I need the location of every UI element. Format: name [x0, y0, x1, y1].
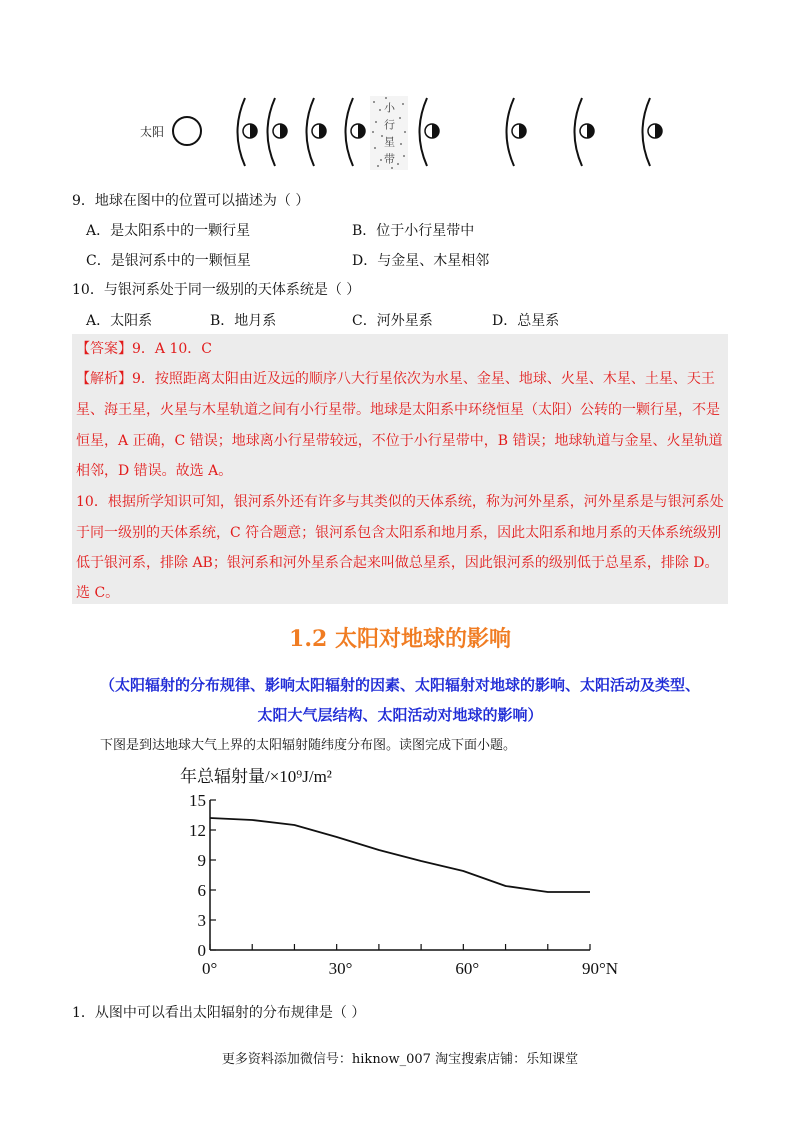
analysis-line: 于同一级别的天体系统，C 符合题意；银河系包含太阳系和地月系，因此太阳系和地月系的天体系统级别 — [76, 525, 722, 541]
answer-line: 【答案】9．A 10．C — [76, 341, 212, 357]
analysis-line: 选 C。 — [76, 585, 120, 601]
q10-option-d[interactable]: D．总星系 — [492, 313, 560, 329]
y-tick-label: 15 — [189, 791, 206, 810]
orbit-3 — [307, 98, 327, 166]
analysis-line: 10．根据所学知识可知，银河系外还有许多与其类似的天体系统，称为河外星系，河外星系是与银河系处 — [76, 494, 724, 510]
q10-option-a[interactable]: A．太阳系 — [86, 313, 153, 329]
orbit-5 — [420, 98, 440, 166]
y-tick-label: 12 — [189, 821, 206, 840]
solar-system-figure — [130, 92, 690, 172]
analysis-line: 星、海王星，火星与木星轨道之间有小行星带。地球是太阳系中环绕恒星（太阳）公转的一颗行星，不是 — [76, 402, 720, 418]
x-tick-label: 90°N — [582, 959, 619, 978]
y-tick-label: 9 — [197, 851, 206, 870]
y-tick-label: 6 — [197, 881, 206, 900]
x-tick-label: 60° — [455, 959, 480, 978]
q10-option-b[interactable]: B．地月系 — [210, 313, 277, 329]
analysis-line: 恒星，A 正确，C 错误；地球离小行星带较远，不位于小行星带中，B 错误；地球轨道与金星、火星轨道 — [76, 433, 723, 449]
orbit-8 — [643, 98, 663, 166]
footer-text: 更多资料添加微信号：hiknow_007 淘宝搜索店铺：乐知课堂 — [221, 1052, 579, 1067]
asteroid-belt-label: 小行星带 — [382, 102, 396, 170]
orbit-6 — [507, 98, 527, 166]
x-tick-label: 0° — [202, 959, 218, 978]
intro-text: 下图是到达地球大气上界的太阳辐射随纬度分布图。读图完成下面小题。 — [100, 738, 517, 753]
q9-option-a[interactable]: A．是太阳系中的一颗行星 — [86, 223, 251, 239]
q10-option-c[interactable]: C．河外星系 — [352, 313, 433, 329]
orbit-1 — [238, 98, 258, 166]
orbit-2 — [268, 98, 288, 166]
analysis-line: 相邻，D 错误。故选 A。 — [76, 463, 233, 479]
analysis-line: 【解析】9．按照距离太阳由近及远的顺序八大行星依次为水星、金星、地球、火星、木星、土星、天王 — [76, 371, 715, 387]
chart-title: 年总辐射量/×10⁹J/m² — [180, 767, 332, 786]
section-topics-line1: （太阳辐射的分布规律、影响太阳辐射的因素、太阳辐射对地球的影响、太阳活动及类型、 — [99, 676, 700, 694]
orbit-7 — [575, 98, 595, 166]
q9-option-c[interactable]: C．是银河系中的一颗恒星 — [86, 253, 251, 269]
orbit-4 — [346, 98, 366, 166]
q9-stem: 9．地球在图中的位置可以描述为（ ） — [72, 193, 310, 209]
y-tick-label: 3 — [197, 911, 206, 930]
q9-option-d[interactable]: D．与金星、木星相邻 — [352, 253, 490, 269]
answer-analysis-box — [72, 334, 728, 604]
q1-stem: 1．从图中可以看出太阳辐射的分布规律是（ ） — [72, 1005, 366, 1021]
sun-icon — [173, 117, 201, 145]
section-title: 1.2 太阳对地球的影响 — [289, 626, 511, 652]
sun-label: 太阳 — [140, 125, 165, 139]
q10-stem: 10．与银河系处于同一级别的天体系统是（ ） — [72, 282, 361, 298]
analysis-line: 低于银河系，排除 AB；银河系和河外星系合起来叫做总星系，因此银河系的级别低于总星系，排除 D。 — [76, 555, 719, 571]
asteroid-belt — [370, 96, 408, 170]
y-tick-label: 0 — [197, 941, 206, 960]
x-tick-label: 30° — [328, 959, 353, 978]
radiation-chart — [160, 760, 640, 990]
radiation-series-line — [210, 818, 590, 892]
section-topics-line2: 太阳大气层结构、太阳活动对地球的影响） — [257, 706, 543, 724]
q9-option-b[interactable]: B．位于小行星带中 — [352, 223, 475, 239]
